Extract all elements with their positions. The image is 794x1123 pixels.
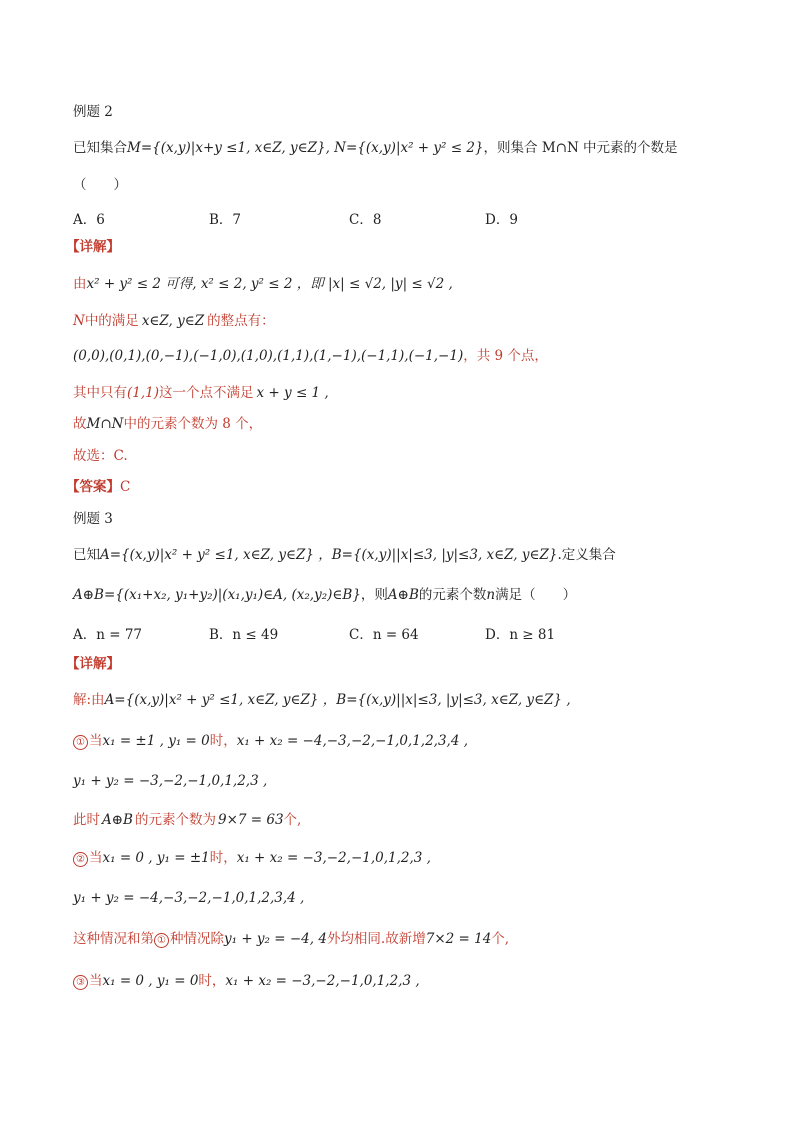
example-3-heading: 例题 3 xyxy=(73,511,113,527)
solution-math: x₁ = 0 , y₁ = 0 xyxy=(102,973,199,989)
case-2-line-2: y₁ + y₂ = −4,−3,−2,−1,0,1,2,3,4 , xyxy=(73,890,305,906)
case-number: ① xyxy=(73,735,88,750)
option-c: C．n = 64 xyxy=(349,627,419,643)
solution-math: A={(x,y)|x² + y² ≤1, x∈Z, y∈Z} ，B={(x,y)||x|≤3, |y|≤3, x∈Z, y∈Z} , xyxy=(104,692,571,708)
answer-paren: （ ） xyxy=(73,177,127,193)
option-a: A．n = 77 xyxy=(73,627,143,643)
case-1-line-2: y₁ + y₂ = −3,−2,−1,0,1,2,3 , xyxy=(73,773,268,789)
question-text: .定义集合 xyxy=(557,547,616,563)
solution-text: 由 xyxy=(73,276,87,292)
option-d: D．n ≥ 81 xyxy=(485,627,556,643)
case-2-line-3 xyxy=(73,930,509,948)
case-2-line-1 xyxy=(73,849,431,867)
solution-math: A⊕B xyxy=(102,812,133,828)
question-text: ，则 xyxy=(360,587,388,603)
solution-line-2 xyxy=(73,312,275,330)
solution-math: x² + y² ≤ 2 可得, x² ≤ 2, y² ≤ 2 ，即 |x| ≤ √2, |y| ≤ √2 , xyxy=(86,276,453,292)
solution-text: 时， xyxy=(209,850,237,866)
example-2-question xyxy=(73,139,678,157)
solution-line-4 xyxy=(73,384,329,402)
solution-text: 当 xyxy=(89,973,103,989)
question-suffix: ，则集合 M∩N 中元素的个数是 xyxy=(483,140,678,156)
option-a: A．6 xyxy=(73,212,105,228)
case-1-line-1 xyxy=(73,732,468,750)
solution-math: x₁ + x₂ = −3,−2,−1,0,1,2,3 , xyxy=(225,973,420,989)
solution-text: 个, xyxy=(491,931,510,947)
solution-line-3 xyxy=(73,347,548,365)
solution-text: ，共 9 个点， xyxy=(463,348,548,364)
option-c: C．8 xyxy=(349,212,382,228)
solution-text: 这种情况和第 xyxy=(73,931,154,947)
solution-text: 这一个点不满足 xyxy=(159,385,254,401)
solution-text: N xyxy=(73,313,85,329)
solution-text: 解:由 xyxy=(73,692,105,708)
solution-text: 中的满足 xyxy=(84,313,139,329)
solution-math: x₁ + x₂ = −4,−3,−2,−1,0,1,2,3,4 , xyxy=(236,733,469,749)
solution-line-6: 故选：C. xyxy=(73,448,128,464)
solution-text: 中的元素个数为 8 个， xyxy=(123,416,263,432)
solution-line-1 xyxy=(73,691,571,709)
question-math: n xyxy=(486,587,496,603)
solution-text: 个, xyxy=(283,812,302,828)
solution-text: 当 xyxy=(89,850,103,866)
case-number: ② xyxy=(73,852,88,867)
solution-math: M∩N xyxy=(86,416,124,432)
detail-label: 【详解】 xyxy=(66,656,120,672)
solution-text: 时， xyxy=(198,973,226,989)
question-sets: M={(x,y)|x+y ≤1, x∈Z, y∈Z}, N={(x,y)|x² + y² ≤ 2} xyxy=(127,140,484,156)
question-text: 已知 xyxy=(73,547,100,563)
option-d: D．9 xyxy=(485,212,518,228)
solution-text: 当 xyxy=(89,733,103,749)
solution-math: x₁ = 0 , y₁ = ±1 xyxy=(102,850,210,866)
question-text: 的元素个数 xyxy=(418,587,487,603)
detail-label: 【详解】 xyxy=(66,239,120,255)
solution-math: x + y ≤ 1 , xyxy=(256,385,329,401)
solution-line-1 xyxy=(73,275,453,293)
case-3-line-1 xyxy=(73,972,420,990)
solution-text: 此时 xyxy=(73,812,100,828)
solution-math: x₁ = ±1 , y₁ = 0 xyxy=(102,733,210,749)
case-number: ③ xyxy=(73,975,88,990)
solution-math: x₁ + x₂ = −3,−2,−1,0,1,2,3 , xyxy=(236,850,431,866)
question-prefix: 已知集合 xyxy=(73,140,127,156)
solution-text: 外均相同.故新增 xyxy=(326,931,426,947)
case-1-line-3 xyxy=(73,811,301,829)
solution-text: 其中只有 xyxy=(73,385,127,401)
solution-math: 9×7 = 63 xyxy=(217,812,284,828)
question-math: A⊕B={(x₁+x₂, y₁+y₂)|(x₁,y₁)∈A, (x₂,y₂)∈B} xyxy=(73,587,361,603)
solution-text: 时， xyxy=(209,733,237,749)
solution-line-5 xyxy=(73,415,262,433)
solution-math: x∈Z, y∈Z xyxy=(141,313,205,329)
case-number: ① xyxy=(154,933,169,948)
question-math: A={(x,y)|x² + y² ≤1, x∈Z, y∈Z} ，B={(x,y)||x|≤3, |y|≤3, x∈Z, y∈Z} xyxy=(100,547,558,563)
solution-text: 的整点有： xyxy=(207,313,275,329)
answer-line xyxy=(66,478,130,496)
solution-math: (0,0),(0,1),(0,−1),(−1,0),(1,0),(1,1),(1,−1),(−1,1),(−1,−1) xyxy=(73,348,464,364)
solution-text: 故 xyxy=(73,416,87,432)
answer-value: C xyxy=(120,479,131,495)
question-math: A⊕B xyxy=(387,587,419,603)
example-3-question-line-1 xyxy=(73,546,616,564)
option-b: B．7 xyxy=(209,212,242,228)
question-text: 满足（ ） xyxy=(495,587,577,603)
example-2-heading: 例题 2 xyxy=(73,104,113,120)
example-3-question-line-2 xyxy=(73,586,576,604)
solution-text: 的元素个数为 xyxy=(134,812,216,828)
option-b: B．n ≤ 49 xyxy=(209,627,279,643)
solution-math: (1,1) xyxy=(127,385,160,401)
answer-label: 【答案】 xyxy=(66,479,120,495)
solution-text: 种情况除 xyxy=(170,931,224,947)
solution-math: 7×2 = 14 xyxy=(425,931,492,947)
solution-math: y₁ + y₂ = −4, 4 xyxy=(224,931,327,947)
